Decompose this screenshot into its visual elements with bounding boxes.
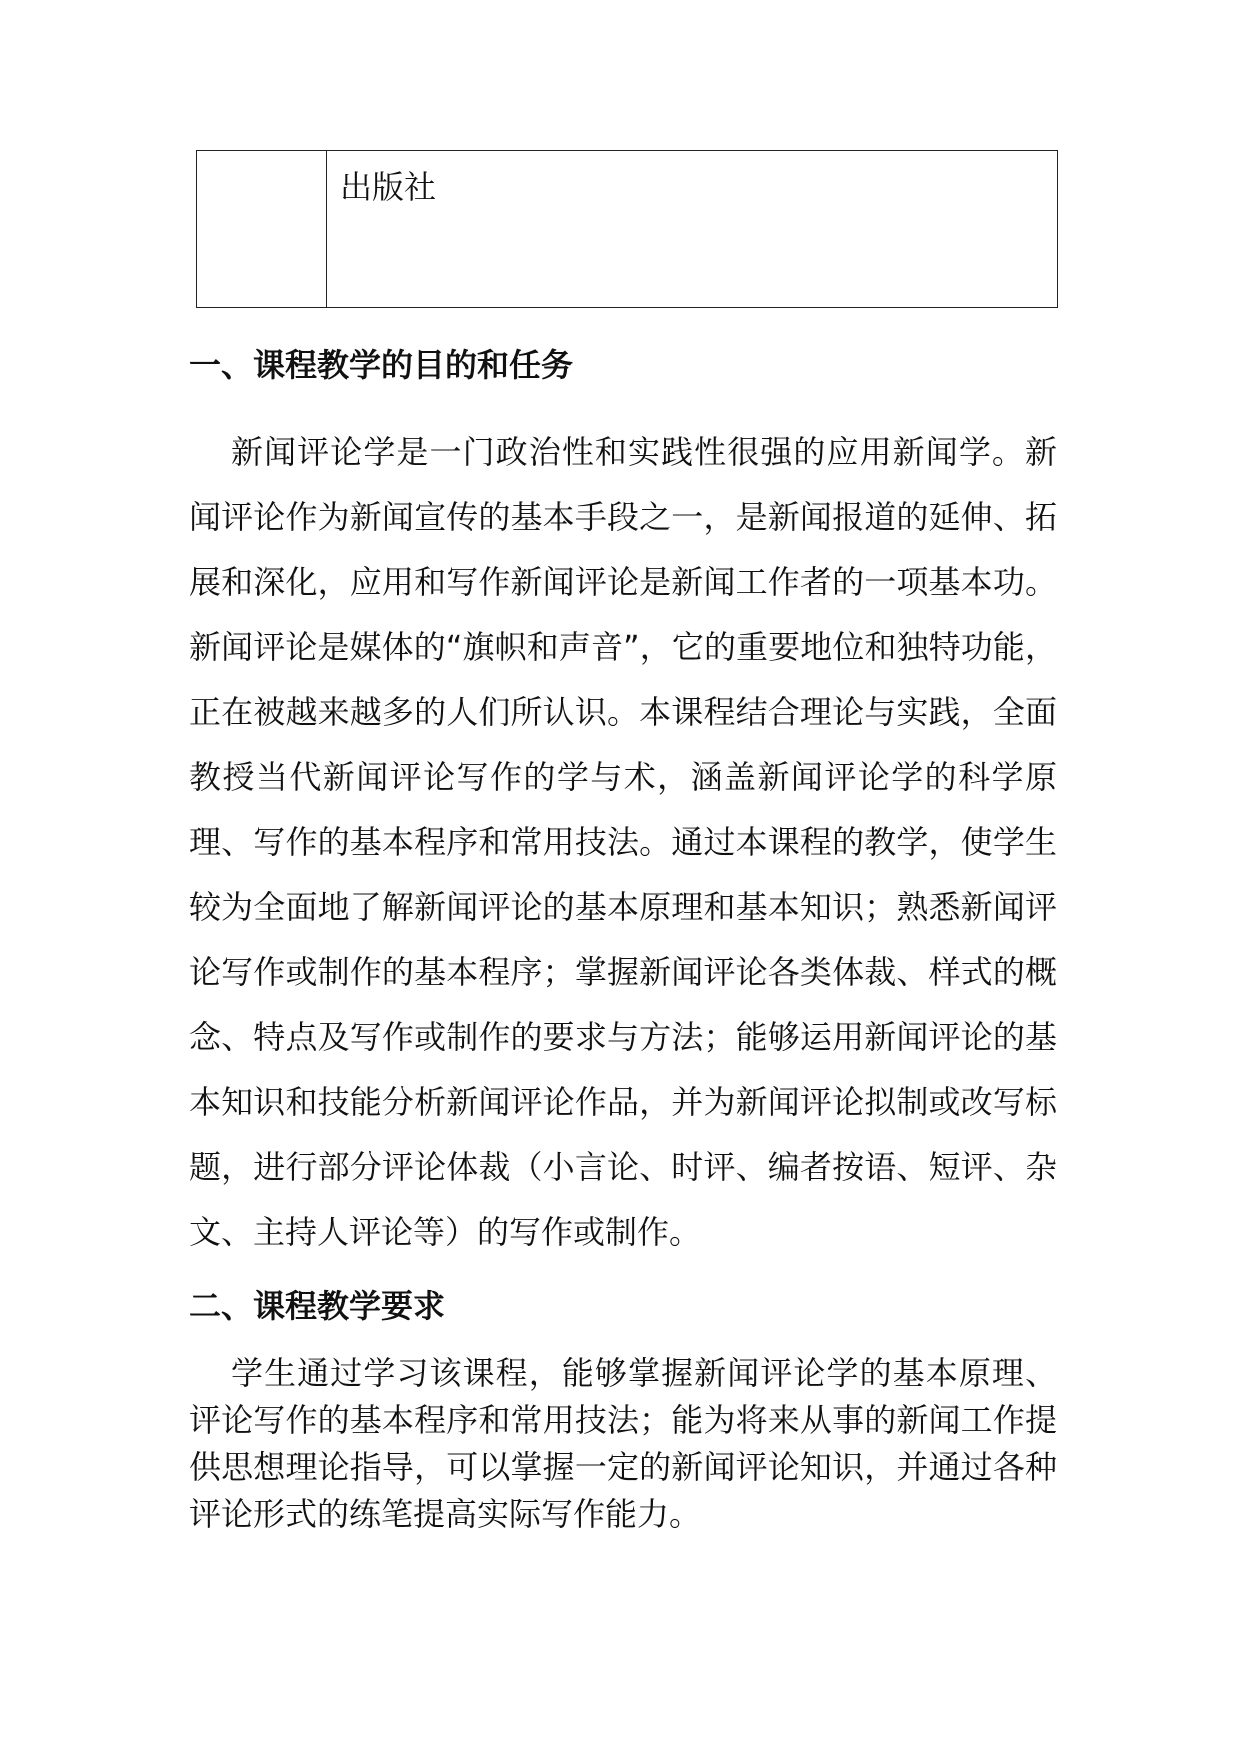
table-cell-label-text xyxy=(197,151,326,167)
info-table xyxy=(196,150,1058,308)
section-paragraph-purpose: 新闻评论学是一门政治性和实践性很强的应用新闻学。新闻评论作为新闻宣传的基本手段之一，是新闻报道的延伸、拓展和深化，应用和写作新闻评论是新闻工作者的一项基本功。新闻评论是媒体的“旗帜和声音”，它的重要地位和独特功能，正在被越来越多的人们所认识。本课程结合理论与实践，全面教授当代新闻评论写作的学与术，涵盖新闻评论学的科学原理、写作的基本程序和常用技法。通过本课程的教学，使学生较为全面地了解新闻评论的基本原理和基本知识；熟悉新闻评论写作或制作的基本程序；掌握新闻评论各类体裁、样式的概念、特点及写作或制作的要求与方法；能够运用新闻评论的基本知识和技能分析新闻评论作品，并为新闻评论拟制或改写标题，进行部分评论体裁（小言论、时评、编者按语、短评、杂文、主持人评论等）的写作或制作。 xyxy=(189,433,1057,1251)
section-heading-purpose: 一、课程教学的目的和任务 xyxy=(189,346,574,384)
section-heading-requirements: 二、课程教学要求 xyxy=(189,1287,446,1325)
publisher-label: 出版社 xyxy=(340,168,437,206)
table-row xyxy=(197,151,1058,308)
table-cell-value xyxy=(327,151,1058,308)
table-cell-label xyxy=(197,151,327,308)
section-paragraph-requirements: 学生通过学习该课程，能够掌握新闻评论学的基本原理、评论写作的基本程序和常用技法；能为将来从事的新闻工作提供思想理论指导，可以掌握一定的新闻评论知识，并通过各种评论形式的练笔提高实际写作能力。 xyxy=(189,1354,1057,1533)
